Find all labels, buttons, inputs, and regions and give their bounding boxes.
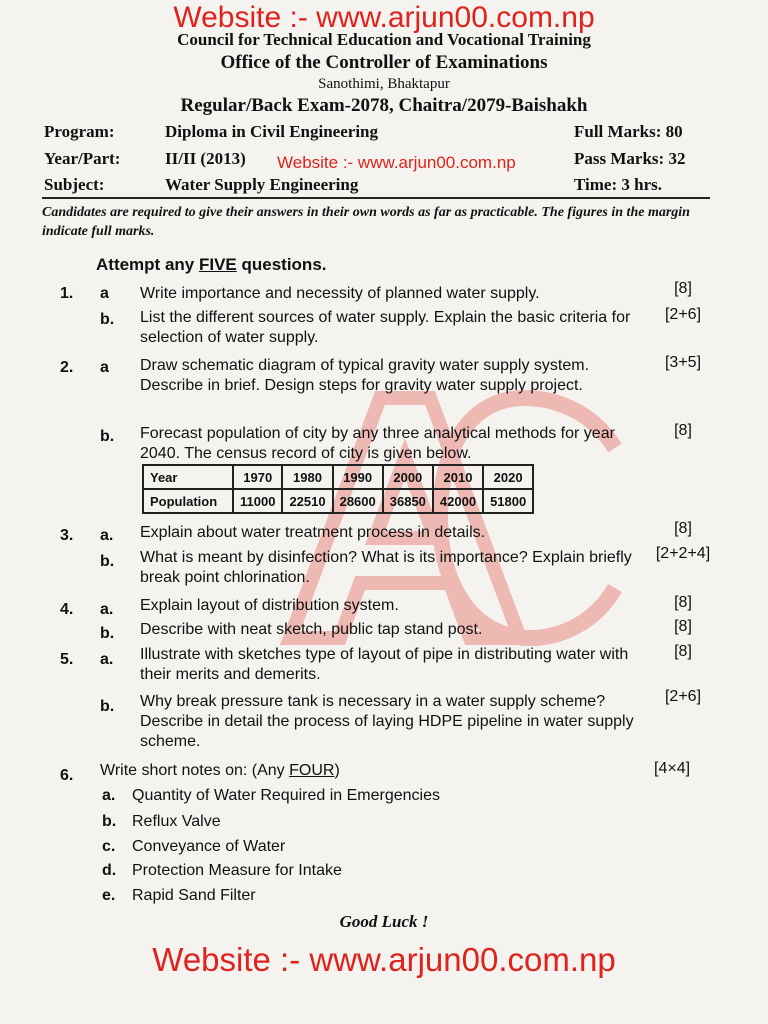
q6-item: c. Conveyance of Water [102,838,286,855]
q1a-text: Write importance and necessity of planned water supply. [140,285,540,302]
q4b-text: Describe with neat sketch, public tap stand post. [140,621,483,638]
census-population: 22510 [282,489,332,513]
q3a-text: Explain about water treatment process in details. [140,524,486,541]
q1b-text: List the different sources of water supply. Explain the basic criteria for selection of water supply. [140,309,631,346]
census-year: 1980 [282,465,332,489]
header-exam: Regular/Back Exam-2078, Chaitra/2079-Baishakh [180,95,588,116]
q5b-text: Why break pressure tank is necessary in a water supply scheme? Describe in detail the process of laying HDPE pipeline in water supply scheme. [140,693,634,750]
year-value: II/II (2013) [165,149,246,168]
census-year: 2000 [383,465,433,489]
watermark-website-bottom: Website :- www.arjun00.com.np [152,941,616,978]
program-label: Program: [44,122,115,141]
header-place: Sanothimi, Bhaktapur [318,76,450,92]
census-year: 1990 [333,465,383,489]
census-population-label: Population [143,489,233,513]
q6-item: b. Reflux Valve [102,813,221,830]
full-marks: Full Marks: 80 [574,122,683,141]
census-population: 42000 [433,489,483,513]
q3-number: 3. [60,527,74,544]
q5b-marks: [2+6] [664,688,702,705]
header-divider [42,197,710,199]
q2b-label: b. [100,428,115,445]
q2b-marks: [8] [674,422,692,439]
q3b-text: What is meant by disinfection? What is its importance? Explain briefly break point chlorination. [140,549,632,586]
pass-marks: Pass Marks: 32 [574,149,686,168]
q5a-marks: [8] [674,643,692,660]
q1a-marks: [8] [674,280,692,297]
q4b-label: b. [100,625,115,642]
instructions: Candidates are required to give their answers in their own words as far as practicable. The figures in the margin indicate full marks. [42,205,690,239]
census-year: 1970 [233,465,282,489]
attempt-emph: FIVE [198,255,237,274]
q1-number: 1. [60,285,74,302]
q6-emph: FOUR [289,762,335,779]
q3b-marks: [2+2+4] [655,545,711,562]
q2a-text: Draw schematic diagram of typical gravity water supply system. Describe in brief. Design steps for gravity water supply project. [140,357,590,394]
q1b-label: b. [100,311,115,328]
good-luck: Good Luck ! [339,912,429,931]
q4-number: 4. [60,601,74,618]
q6-item: e. Rapid Sand Filter [102,887,256,904]
q4a-label: a. [100,601,114,618]
q2b-text: Forecast population of city by any three analytical methods for year 2040. The census record of city is given below. [140,425,615,462]
q2a-marks: [3+5] [664,354,702,371]
census-year-label: Year [143,465,233,489]
watermark-website-top: Website :- www.arjun00.com.np [173,1,595,34]
census-population: 28600 [333,489,383,513]
q6-item: a. Quantity of Water Required in Emergencies [102,787,440,804]
q6-item: d. Protection Measure for Intake [102,862,342,879]
subject-value: Water Supply Engineering [165,175,359,194]
census-year: 2020 [483,465,533,489]
q1a-label: a [100,285,109,302]
q2a-label: a [100,359,109,376]
q6-text: Write short notes on: (Any FOUR) [100,762,340,779]
census-table [142,464,534,514]
q5-number: 5. [60,651,74,668]
q3a-marks: [8] [674,520,692,537]
watermark-website-middle: Website :- www.arjun00.com.np [277,153,516,172]
time: Time: 3 hrs. [574,175,662,194]
q2-number: 2. [60,359,74,376]
q5a-text: Illustrate with sketches type of layout of pipe in distributing water with their merits and demerits. [140,646,629,683]
header-office: Office of the Controller of Examinations [220,52,548,73]
census-population: 11000 [233,489,282,513]
census-row-population [143,489,533,513]
q5b-label: b. [100,698,115,715]
q6-number: 6. [60,767,74,784]
q4a-marks: [8] [674,594,692,611]
subject-label: Subject: [44,175,105,194]
attempt-instruction: Attempt any FIVE questions. [96,255,327,274]
census-year: 2010 [433,465,483,489]
year-label: Year/Part: [44,149,121,168]
q3a-label: a. [100,527,114,544]
header-council: Council for Technical Education and Vocational Training [177,30,591,49]
census-population: 36850 [383,489,433,513]
q6-marks: [4×4] [654,760,691,777]
q1b-marks: [2+6] [664,306,702,323]
program-value: Diploma in Civil Engineering [165,122,378,141]
q3b-label: b. [100,553,115,570]
census-row-year [143,465,533,489]
q4a-text: Explain layout of distribution system. [140,597,399,614]
census-population: 51800 [483,489,533,513]
q4b-marks: [8] [674,618,692,635]
q5a-label: a. [100,651,114,668]
